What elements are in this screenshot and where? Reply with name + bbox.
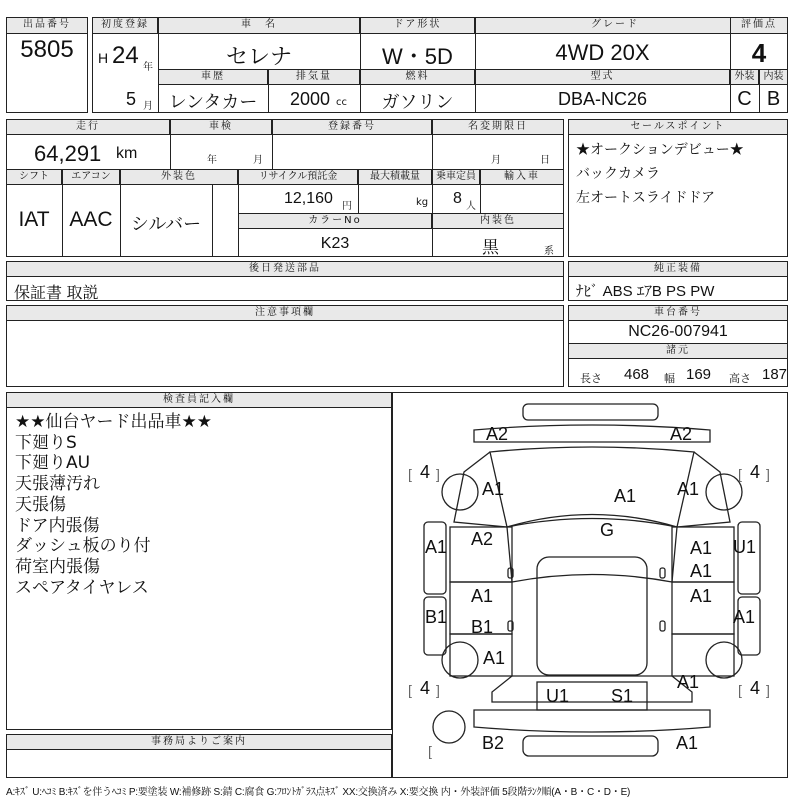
damage-mark: A2 [670,424,693,444]
inspector-remarks [15,412,212,598]
interior-color: 黒 [482,238,499,257]
car-name-label: 車 名 [158,17,360,34]
damage-mark: A1 [690,538,713,558]
bracket-close-rl: ] [436,682,440,698]
damage-mark: A1 [733,607,756,627]
inspection-label: 車検 [170,119,272,135]
bracket-close-fl: ] [436,466,440,482]
remark-line: 下廻りS [15,432,77,453]
interior-color-label: 内装色 [432,213,564,229]
max-load-unit: kg [416,197,429,208]
name-change-month-unit: 月 [491,155,501,166]
height-label: 高さ [729,372,751,385]
era: H [98,50,109,66]
exterior-grade: C [737,88,752,110]
damage-mark: U1 [546,686,570,706]
chassis-number: NC26-007941 [628,323,728,340]
chassis-label: 車台番号 [568,305,788,321]
max-load-label: 最大積載量 [358,169,432,185]
interior-color-unit: 系 [544,246,554,257]
displacement-label: 排気量 [268,69,360,85]
length: 468 [624,366,650,383]
mileage: 64,291 [34,141,102,166]
length-label: 長さ [580,372,602,385]
recycle-fee: 12,160 [284,190,333,207]
ac-label: エアコン [62,169,120,185]
bracket-close-rr: ] [766,682,770,698]
tire-count-front-left: 4 [420,462,431,482]
width: 169 [686,366,712,383]
lot-number-label: 出品番号 [6,17,88,34]
capacity-unit: 人 [466,201,476,212]
bracket-open-fl: [ [408,466,412,482]
mileage-label: 走行 [6,119,170,135]
car-damage-diagram [392,392,788,778]
body-color: シルバー [130,214,202,234]
bracket-close-fr: ] [766,466,770,482]
damage-mark: A1 [690,586,713,606]
color-label: 外装色 [120,169,238,185]
remark-line: 天張薄汚れ [15,474,100,495]
sales-point-2: バックカメラ [576,165,660,181]
sales-point-3: 左オートスライドドア [576,189,716,205]
history: レンタカー [168,92,258,112]
damage-mark: B1 [425,607,448,627]
damage-mark: G [600,520,615,540]
remark-line: 荷室内張傷 [15,556,100,577]
damage-mark: A1 [482,479,505,499]
notes-label: 注意事項欄 [6,305,564,321]
damage-mark: A1 [677,479,700,499]
fuel: ガソリン [381,92,454,112]
later-parts-label: 後日発送部品 [6,261,564,277]
lot-number: 5805 [20,36,74,63]
bracket-open-rr: [ [738,682,742,698]
reg-month: 5 [126,89,137,109]
fuel-label: 燃料 [360,69,475,85]
car-name: セレナ [225,44,292,69]
recycle-label: リサイクル預託金 [238,169,358,185]
model-label: 型式 [475,69,730,85]
recycle-unit: 円 [342,201,352,212]
sales-point-1: ★オークションデビュー★ [576,141,744,157]
month-unit: 月 [143,101,153,112]
inspection-month-unit: 月 [253,155,263,166]
office-label: 事務局よりご案内 [6,734,392,750]
remark-line: 天張傷 [15,494,66,515]
damage-mark: A1 [471,586,494,606]
door: W・5D [382,44,453,69]
import-label: 輸入車 [480,169,564,185]
displacement-unit: cc [336,97,347,108]
damage-mark: U1 [733,537,757,557]
remark-line: 下廻りAU [15,453,91,474]
door-label: ドア形状 [360,17,475,34]
score-label: 評価点 [730,17,788,34]
inspector-label: 検査員記入欄 [6,392,392,408]
remark-line: スペアタイヤレス [15,577,149,598]
damage-mark: A1 [483,648,506,668]
mileage-unit: km [116,145,138,162]
damage-mark: A2 [486,424,509,444]
shift-label: シフト [6,169,62,185]
exterior-label: 外装 [730,69,759,85]
damage-mark: A1 [614,486,637,506]
damage-mark: S1 [611,686,634,706]
bracket-open-fr: [ [738,466,742,482]
capacity-label: 乗車定員 [432,169,480,185]
capacity: 8 [453,190,462,207]
history-label: 車歴 [158,69,268,85]
height: 187 [762,366,788,383]
damage-mark: A1 [690,561,713,581]
model: DBA-NC26 [557,89,648,109]
displacement: 2000 [290,89,331,109]
damage-mark: B2 [482,733,505,753]
interior-label: 内装 [759,69,788,85]
dimensions-label: 諸元 [568,343,788,359]
name-change-day-unit: 日 [540,155,550,166]
later-parts: 保証書 取説 [14,285,99,302]
legend: A:ｷｽﾞ U:ﾍｺﾐ B:ｷｽﾞを伴うﾍｺﾐ P:要塗装 W:補修跡 S:錆 C:腐食 G:ﾌﾛﾝﾄｶﾞﾗｽ点ｷｽﾞ XX:交換済み X:要交換 内・外装評価 5段階ﾗﾝｸ順(A・B・C・D・E) [6,787,631,798]
tire-count-rear-right: 4 [750,678,761,698]
registration-label: 登録番号 [272,119,432,135]
grade: 4WD 20X [555,40,650,65]
inspection-year-unit: 年 [207,155,217,166]
tire-count-front-right: 4 [750,462,761,482]
equipment: ﾅﾋﾞ ABS ｴｱB PS PW [576,283,715,300]
first-reg-label: 初度登録 [92,17,158,34]
year-unit: 年 [143,62,153,73]
tire-count-rear-left: 4 [420,678,431,698]
damage-mark: A1 [676,733,699,753]
interior-grade: B [766,88,781,110]
grade-label: グレード [475,17,755,34]
ac: AAC [69,208,113,231]
width-label: 幅 [664,372,675,385]
sales-points-label: セールスポイント [568,119,788,135]
damage-mark: A1 [677,672,700,692]
bracket-open-spare: [ [428,743,432,759]
remark-line: ダッシュ板のり付 [15,536,151,557]
bracket-open-rl: [ [408,682,412,698]
name-change-label: 名変期限日 [432,119,564,135]
equipment-label: 純正装備 [568,261,788,277]
reg-year: 24 [112,42,139,69]
damage-mark: B1 [471,617,494,637]
damage-mark: A2 [471,529,494,549]
shift: IAT [18,208,50,231]
remark-line: ドア内張傷 [15,515,100,536]
color-no-label: カラーNo [238,213,432,229]
color-no: K23 [320,235,350,252]
remark-line: ★★仙台ヤード出品車★★ [15,412,212,432]
score: 4 [751,38,767,68]
damage-mark: A1 [425,537,448,557]
